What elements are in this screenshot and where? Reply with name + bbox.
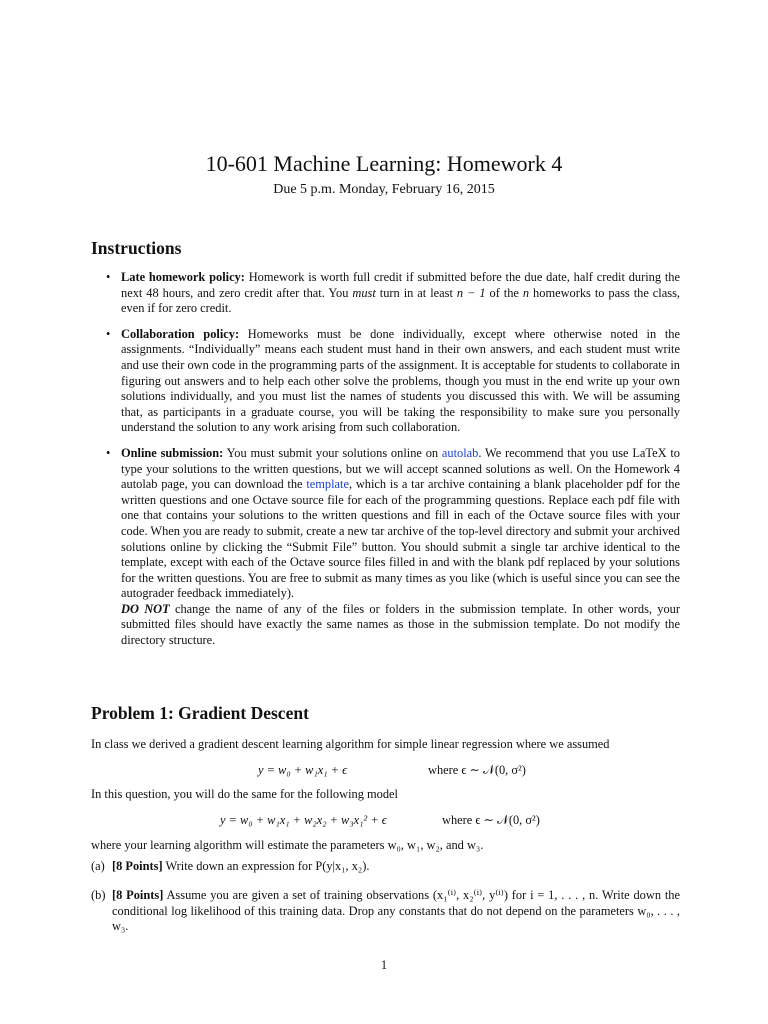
do-not-text: change the name of any of the files or folders in the submission template. In other words, your submitted files should have exactly the same names as those in the submission template. Do not modify the directory structure.: [121, 601, 680, 648]
online-submission-lead: Online submission:: [121, 445, 224, 460]
bullet-icon: •: [106, 326, 111, 341]
online-submission-text3: , which is a tar archive containing a blank placeholder pdf for the written questions and one Octave source file for each of the programming questions. Replace each pdf file with one that contains your solutions to the written questions and fill in each of the Octave source files with your code. When you are ready to submit, create a new tar archive of the top-level directory and submit your archived solutions online by clicking the “Submit File” button. You should submit a single tar archive identical to the template, except with each of the Octave source files filled in and with the blank pdf replaced by your solutions for the written questions. You are free to submit as many times as you like (which is useful since you can see the autograder feedback immediately).: [121, 477, 680, 601]
list-item-online-submission: [106, 446, 680, 649]
due-date: Due 5 p.m. Monday, February 16, 2015: [273, 182, 495, 197]
equation-1: y = w₀ + w₁x₁ + ϵ: [258, 763, 348, 777]
late-policy-text: Homework is worth full credit if submitted before the due date, half credit during the next 48 hours, and zero credit after that. You: [121, 270, 680, 300]
equation-2: y = w₀ + w₁x₁ + w₂x₂ + w₃x₁² + ϵ: [220, 813, 387, 827]
part-b-label: (b): [91, 888, 106, 902]
problem1-intro3: where your learning algorithm will estimate the parameters w₀, w₁, w₂, and w₃.: [91, 838, 484, 852]
online-submission-text2: . We recommend that you use LaTeX to type your solutions to the written questions, but we will accept scanned solutions as well. On the Homework 4 autolab page, you can download the: [121, 445, 680, 492]
online-submission-text1: You must submit your solutions online on: [223, 445, 442, 460]
instructions-list: [106, 270, 680, 659]
autolab-link[interactable]: autolab: [441, 445, 479, 460]
page-number: 1: [380, 958, 388, 972]
equation-2-where: where ϵ ∼ 𝒩(0, σ²): [442, 813, 540, 827]
list-item-collaboration-policy: [106, 327, 680, 436]
part-a-points: [8 Points]: [112, 859, 163, 873]
bullet-icon: •: [106, 445, 111, 460]
late-policy-text4: homeworks to pass the class, even if for zero credit.: [121, 285, 680, 316]
math-n: n: [522, 285, 530, 300]
problem1-intro2: In this question, you will do the same for the following model: [91, 787, 398, 801]
do-not-lead: DO NOT: [121, 601, 170, 616]
late-policy-lead: Late homework policy:: [121, 270, 245, 284]
equation-1-where: where ϵ ∼ 𝒩(0, σ²): [428, 763, 526, 777]
list-item-late-policy: [106, 270, 680, 317]
document-title: 10-601 Machine Learning: Homework 4: [205, 151, 563, 176]
late-policy-text2: turn in at least: [375, 285, 457, 300]
template-link[interactable]: template: [306, 477, 349, 492]
part-b-text: Assume you are given a set of training observations (x₁⁽ⁱ⁾, x₂⁽ⁱ⁾, y⁽ⁱ⁾) for i = 1, . . . , n. Write down the conditional log likelihood of this training data. Drop any constants that do not depend on the parameters w₀, . . . , w₃.: [112, 888, 680, 934]
do-not-note: [121, 602, 680, 649]
part-a: [91, 859, 680, 875]
part-b-points: [8 Points]: [112, 888, 164, 902]
collab-policy-text: Homeworks must be done individually, except where otherwise noted in the assignments. “Individually” means each student must hand in their own answers, and each student must write and use their own code in the programming parts of the assignment. It is acceptable for students to collaborate in figuring out answers and to help each other solve the problems, though you must in the end write up your own solutions individually, and you must list the names of students you discussed this with. We will be assuming that, as participants in a graduate course, you will be taking the responsibility to make sure you personally understand the solution to any work arising from such collaboration.: [121, 326, 680, 435]
must-emphasis: must: [352, 285, 376, 300]
late-policy-text3: of the: [485, 285, 523, 300]
part-b: [91, 888, 680, 935]
math-n-minus-1: n − 1: [456, 285, 486, 300]
problem1-intro: In class we derived a gradient descent learning algorithm for simple linear regression where we assumed: [91, 737, 610, 751]
collab-policy-lead: Collaboration policy:: [121, 326, 240, 341]
bullet-icon: •: [106, 270, 111, 284]
part-a-label: (a): [91, 859, 105, 873]
part-a-text: Write down an expression for P(y|x₁, x₂).: [162, 859, 370, 873]
problem1-heading: Problem 1: Gradient Descent: [91, 703, 309, 723]
instructions-heading: Instructions: [91, 238, 182, 258]
